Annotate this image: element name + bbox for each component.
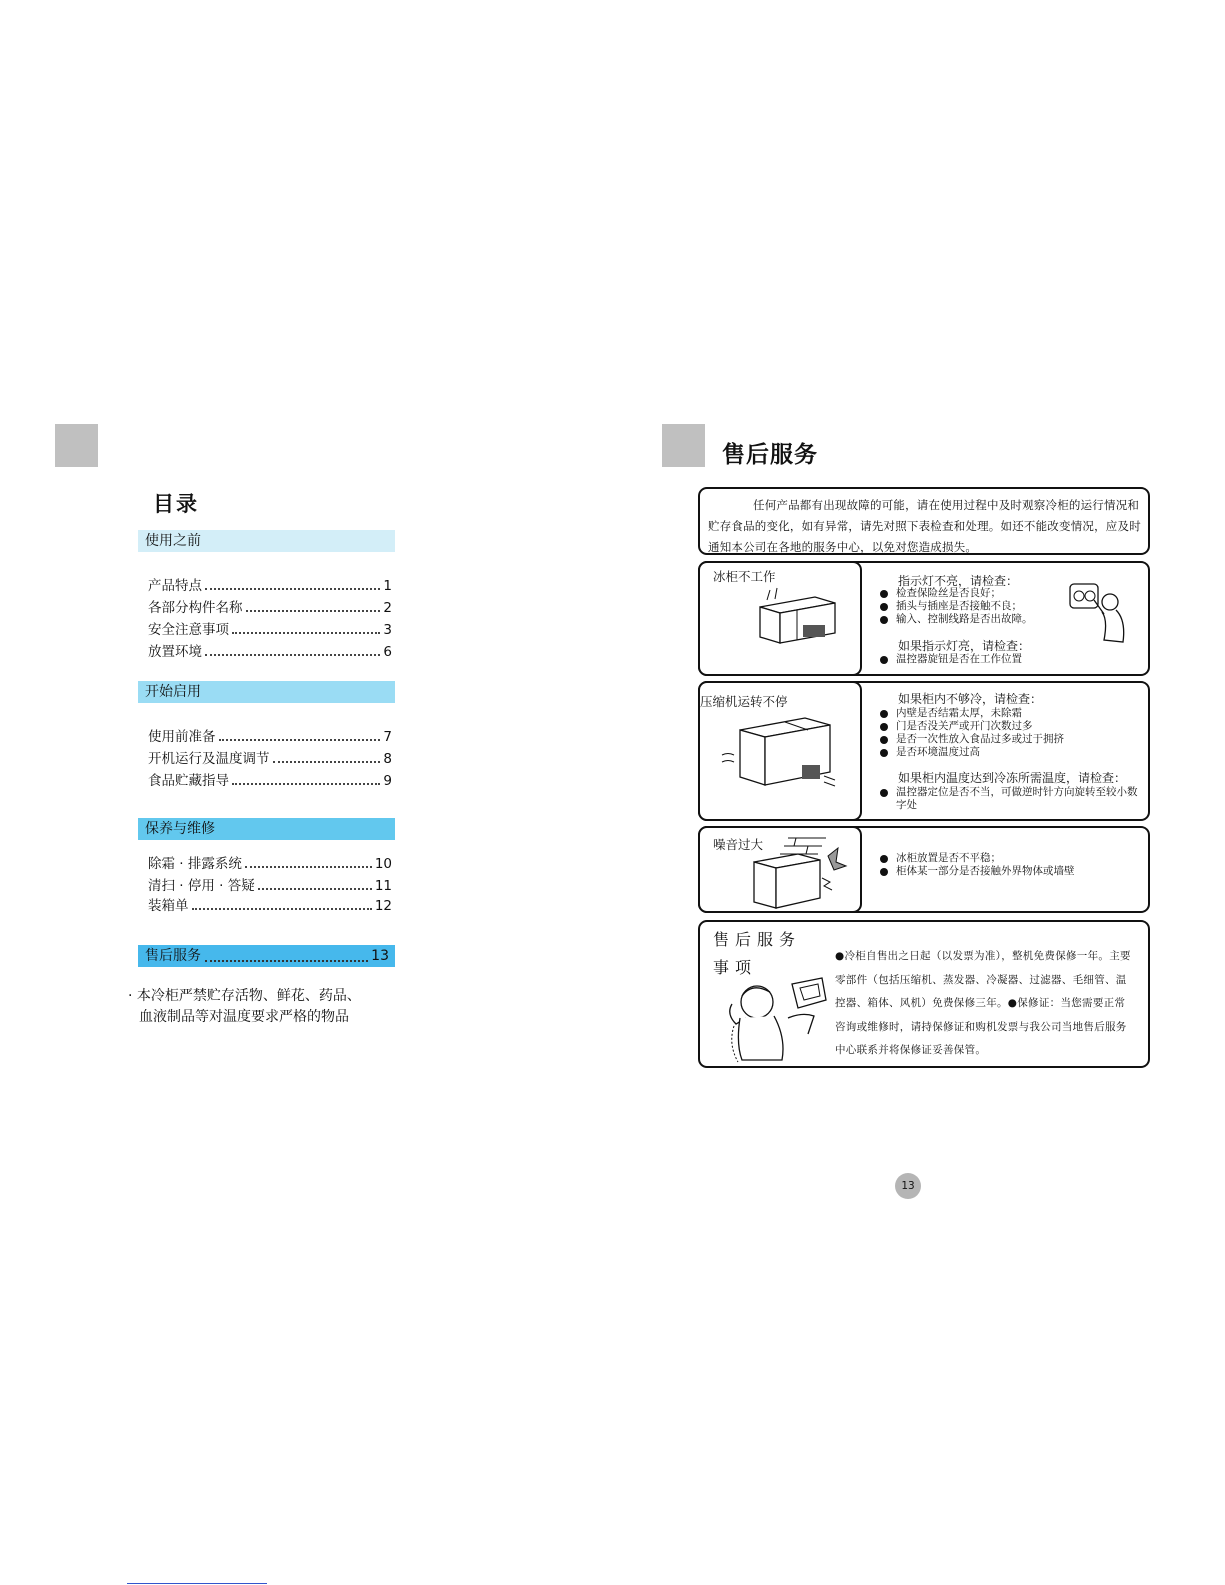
check-list [880, 653, 1022, 666]
toc-entry[interactable] [148, 727, 392, 745]
toc-leader [205, 588, 380, 590]
toc-entry-label: 售后服务 [145, 948, 201, 964]
toc-leader [192, 908, 372, 910]
toc-leader [232, 783, 380, 785]
bottom-divider [127, 1583, 267, 1584]
toc-entry-label: 开机运行及温度调节 [148, 751, 270, 767]
check-item: 冰柜放置是否不平稳； [880, 852, 1075, 865]
toc-entry[interactable] [148, 749, 392, 767]
freezer-not-working-illustration [755, 585, 840, 645]
toc-entry-label: 装箱单 [148, 898, 189, 914]
check-item: 柜体某一部分是否接触外界物体或墙壁 [880, 865, 1075, 878]
check-list [880, 707, 1064, 759]
check-heading: 指示灯不亮，请检查： [898, 574, 1019, 588]
toc-entry-label: 各部分构件名称 [148, 600, 243, 616]
toc-entry-page: 1 [383, 578, 392, 594]
toc-entry-page: 12 [374, 898, 392, 914]
right-header-square [662, 424, 705, 467]
check-list [880, 852, 1075, 878]
toc-entry-page: 3 [383, 622, 392, 638]
toc-entry-label: 清扫 · 停用 · 答疑 [148, 878, 255, 894]
toc-leader [219, 739, 381, 741]
check-item: 输入、控制线路是否出故障。 [880, 613, 1033, 626]
toc-entry[interactable] [148, 771, 392, 789]
toc-entry-page: 7 [383, 729, 392, 745]
intro-text: 任何产品都有出现故障的可能，请在使用过程中及时观察冷柜的运行情况和贮存食品的变化，如有异常，请先对照下表检查和处理。如还不能改变情况，应及时通知本公司在各地的服务中心，以免对您造成损失。 [708, 498, 1141, 554]
problem-label: 冰柜不工作 [713, 569, 776, 584]
check-heading: 如果柜内不够冷，请检查： [898, 692, 1043, 706]
toc-section-before-use: 使用之前 [138, 530, 395, 552]
toc-section-start-use: 开始启用 [138, 681, 395, 703]
check-list [880, 786, 1140, 812]
check-item: 检查保险丝是否良好； [880, 587, 1033, 600]
toc-section-after-sales[interactable] [138, 945, 395, 967]
check-list [880, 587, 1033, 626]
toc-leader [205, 960, 368, 962]
toc-entry-page: 13 [371, 948, 389, 964]
toc-entry-page: 10 [374, 856, 392, 872]
check-item: 温控器定位是否不当，可做逆时针方向旋转至较小数字处 [880, 786, 1140, 812]
toc-title: 目录 [153, 492, 199, 516]
check-item: 是否一次性放入食品过多或过于拥挤 [880, 733, 1064, 746]
toc-leader [232, 632, 380, 634]
toc-section-maintenance: 保养与维修 [138, 818, 395, 840]
person-socket-illustration [1068, 580, 1128, 670]
toc-entry-label: 产品特点 [148, 578, 202, 594]
problem-label: 压缩机运转不停 [700, 694, 788, 709]
toc-leader [258, 888, 372, 890]
toc-entry-label: 除霜 · 排露系统 [148, 856, 242, 872]
toc-entry-page: 8 [383, 751, 392, 767]
check-item: 内壁是否结霜太厚，未除霜 [880, 707, 1064, 720]
toc-entry[interactable] [148, 576, 392, 594]
toc-entry-label: 食品贮藏指导 [148, 773, 229, 789]
page-title: 售后服务 [722, 442, 818, 468]
toc-entry-label: 安全注意事项 [148, 622, 229, 638]
problem-label: 噪音过大 [713, 837, 764, 852]
toc-entry[interactable] [148, 896, 392, 914]
noise-illustration [748, 836, 848, 911]
toc-leader [205, 654, 380, 656]
toc-leader [245, 866, 372, 868]
storage-warning-line-2: 血液制品等对温度要求严格的物品 [139, 1009, 349, 1025]
toc-entry[interactable] [148, 876, 392, 894]
storage-warning-line-1: · 本冷柜严禁贮存活物、鲜花、药品、 [128, 988, 361, 1004]
check-item: 温控器旋钮是否在工作位置 [880, 653, 1022, 666]
toc-entry-label: 放置环境 [148, 644, 202, 660]
service-title-line-2: 事项 [713, 958, 758, 977]
toc-entry[interactable] [148, 854, 392, 872]
service-terms-text: ●冷柜自售出之日起（以发票为准），整机免费保修一年。主要零部件（包括压缩机、蒸发器、冷凝器、过滤器、毛细管、温控器、箱体、风机）免费保修三年。●保修证：当您需要正常咨询或维修时，请持保修证和购机发票与我公司当地售后服务中心联系并将保修证妥善保管。 [835, 950, 1131, 1056]
toc-entry-page: 11 [374, 878, 392, 894]
page-number-badge: 13 [895, 1173, 921, 1199]
check-item: 是否环境温度过高 [880, 746, 1064, 759]
toc-entry-page: 2 [383, 600, 392, 616]
toc-leader [273, 761, 381, 763]
check-item: 插头与插座是否接触不良； [880, 600, 1033, 613]
left-header-square [55, 424, 98, 467]
phone-call-illustration [722, 974, 832, 1064]
check-heading: 如果指示灯亮，请检查： [898, 639, 1031, 653]
check-heading: 如果柜内温度达到冷冻所需温度，请检查： [898, 771, 1127, 785]
toc-entry[interactable] [148, 642, 392, 660]
toc-entry[interactable] [148, 620, 392, 638]
check-item: 门是否没关严或开门次数过多 [880, 720, 1064, 733]
compressor-running-illustration [720, 710, 835, 790]
toc-entry-page: 6 [383, 644, 392, 660]
toc-entry-page: 9 [383, 773, 392, 789]
toc-leader [246, 610, 381, 612]
toc-entry[interactable] [148, 598, 392, 616]
service-title-line-1: 售后服务 [713, 930, 802, 949]
toc-entry-label: 使用前准备 [148, 729, 216, 745]
